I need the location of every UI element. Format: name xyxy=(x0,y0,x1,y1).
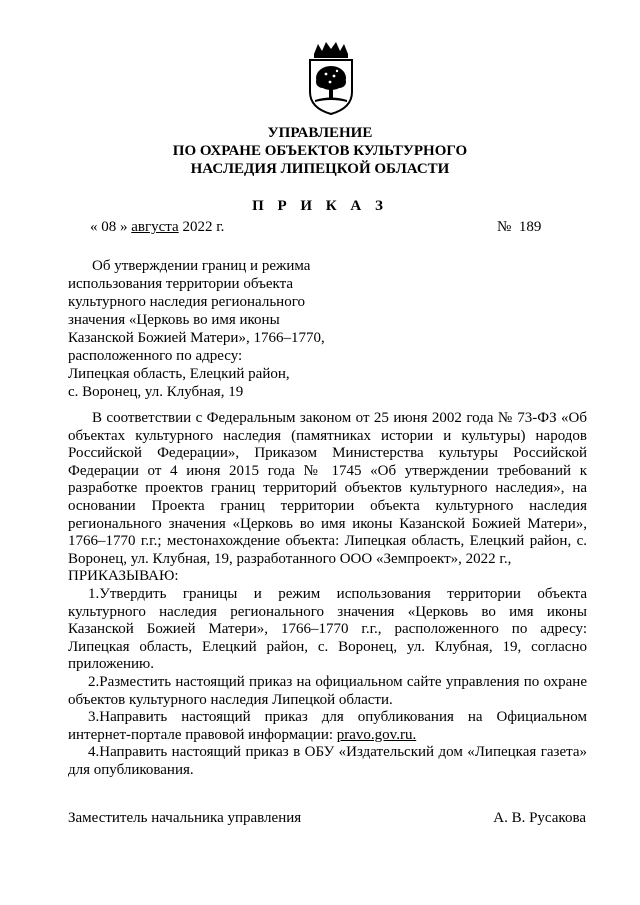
coat-of-arms-icon xyxy=(300,40,362,116)
subject-line: с. Воронец, ул. Клубная, 19 xyxy=(68,384,244,400)
date-year: 2022 г. xyxy=(182,219,225,235)
order-body xyxy=(68,410,587,779)
signature-name: А. В. Русакова xyxy=(493,810,586,826)
number-value: 189 xyxy=(518,219,542,235)
preamble-paragraph: В соответствии с Федеральным законом от 25 июня 2002 года № 73-ФЗ «Об объектах культурного наследия (памятниках истории и культуры) народов Российской Федерации», Приказом Министерства культуры Российской Федерации от 4 июня 2015 года № 1745 «Об утверждении требований к разработке проектов границ территорий объектов культурного наследия», на основании Проекта границ территории объекта культурного наследия регионального значения «Церковь во имя иконы Казанской Божией Матери», 1766–1770 г.г.; местонахождение объекта: Липецкая область, Елецкий район, с. Воронец, ул. Клубная, 19, разработанного ООО «Земпроект», 2022 г., xyxy=(68,410,587,567)
subject-line: Липецкая область, Елецкий район, xyxy=(68,366,290,382)
order-word: ПРИКАЗЫВАЮ: xyxy=(68,568,179,585)
organization-name xyxy=(0,124,640,178)
order-subject xyxy=(68,257,338,401)
subject-line: культурного наследия регионального xyxy=(68,294,305,310)
subject-line: Казанской Божией Матери», 1766–1770, xyxy=(68,330,325,346)
subject-line: значения «Церковь во имя иконы xyxy=(68,312,280,328)
order-item-1: 1.Утвердить границы и режим использования территории объекта культурного наследия регионального значения «Церковь во имя иконы Казанской Божией Матери», 1766–1770 г.г., расположенного по адресу: Липецкая область, Елецкий район, с. Воронец, ул. Клубная, 19, согласно приложению. xyxy=(68,585,587,673)
order-number xyxy=(497,219,541,236)
document-type-title: П Р И К А З xyxy=(252,198,388,214)
order-item-3 xyxy=(68,709,587,744)
date-month: августа xyxy=(131,219,179,235)
org-line-2: ПО ОХРАНЕ ОБЪЕКТОВ КУЛЬТУРНОГО xyxy=(172,143,468,159)
order-item-4: 4.Направить настоящий приказ в ОБУ «Издательский дом «Липецкая газета» для опубликования. xyxy=(68,744,587,778)
order-date xyxy=(90,219,224,236)
pravo-link[interactable]: pravo.gov.ru. xyxy=(336,726,417,743)
org-line-1: УПРАВЛЕНИЕ xyxy=(267,125,373,141)
order-item-3-text: 3.Направить настоящий приказ для опубликования на Официальном интернет-портале правовой информации: xyxy=(68,709,587,743)
subject-line: использования территории объекта xyxy=(68,276,293,292)
subject-line: расположенного по адресу: xyxy=(68,348,243,364)
number-label: № xyxy=(497,219,512,235)
date-day: « 08 » xyxy=(90,219,128,235)
signature-position: Заместитель начальника управления xyxy=(68,810,302,826)
subject-line: Об утверждении границ и режима xyxy=(92,258,311,274)
org-line-3: НАСЛЕДИЯ ЛИПЕЦКОЙ ОБЛАСТИ xyxy=(190,161,450,177)
order-item-2: 2.Разместить настоящий приказ на официальном сайте управления по охране объектов культурного наследия Липецкой области. xyxy=(68,673,587,708)
